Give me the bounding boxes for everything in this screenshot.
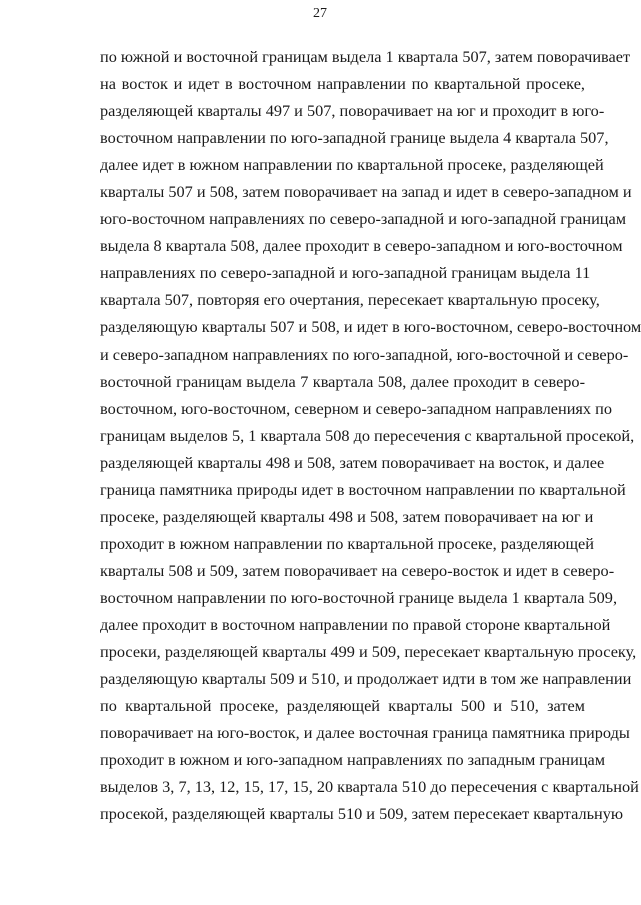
text-line: границам выделов 5, 1 квартала 508 до пересечения с квартальной просекой, [100, 425, 635, 445]
text-line: юго-восточном направлениях по северо-западной и юго-западной границам [100, 209, 627, 229]
text-line: кварталы 508 и 509, затем поворачивает на северо-восток и идет в северо- [100, 560, 615, 580]
text-line: граница памятника природы идет в восточном направлении по квартальной [100, 479, 626, 499]
text-line: проходит в южном и юго-западном направлениях по западным границам [100, 750, 606, 770]
text-line: далее проходит в восточном направлении по правой стороне квартальной [100, 614, 611, 634]
text-line: по южной и восточной границам выдела 1 квартала 507, затем поворачивает [100, 47, 631, 66]
page-number: 27 [313, 6, 327, 21]
text-line: восточном, юго-восточном, северном и северо-западном направлениях по [100, 398, 612, 418]
text-line: далее идет в южном направлении по квартальной просеке, разделяющей [100, 155, 604, 175]
text-line: разделяющую кварталы 507 и 508, и идет в юго-восточном, северо-восточном [100, 317, 641, 337]
text-line: разделяющей кварталы 497 и 507, поворачивает на юг и проходит в юго- [100, 101, 605, 121]
text-line: поворачивает на юго-восток, и далее восточная граница памятника природы [100, 723, 630, 743]
text-line: разделяющей кварталы 498 и 508, затем поворачивает на восток, и далее [100, 452, 605, 472]
text-line: просекой, разделяющей кварталы 510 и 509, затем пересекает квартальную [100, 804, 624, 824]
text-line: по квартальной просеке, разделяющей кварталы 500 и 510, затем [100, 696, 585, 716]
text-line: просеке, разделяющей кварталы 498 и 508, затем поворачивает на юг и [100, 506, 594, 526]
text-line: выдела 8 квартала 508, далее проходит в северо-западном и юго-восточном [100, 236, 623, 256]
text-line: разделяющую кварталы 509 и 510, и продолжает идти в том же направлении [100, 669, 632, 689]
text-line: на восток и идет в восточном направлении по квартальной просеке, [100, 74, 585, 94]
text-line: восточной границам выдела 7 квартала 508, далее проходит в северо- [100, 371, 585, 391]
text-line: восточном направлении по юго-западной границе выдела 4 квартала 507, [100, 128, 609, 148]
text-line: кварталы 507 и 508, затем поворачивает на запад и идет в северо-западном и [100, 182, 632, 202]
text-line: выделов 3, 7, 13, 12, 15, 17, 15, 20 квартала 510 до пересечения с квартальной [100, 777, 639, 797]
text-line: просеки, разделяющей кварталы 499 и 509, пересекает квартальную просеку, [100, 642, 637, 662]
text-line: проходит в южном направлении по квартальной просеке, разделяющей [100, 533, 595, 553]
text-line: направлениях по северо-западной и юго-западной границам выдела 11 [100, 263, 591, 283]
text-line: квартала 507, повторяя его очертания, пересекает квартальную просеку, [100, 290, 600, 310]
text-line: и северо-западном направлениях по юго-западной, юго-восточной и северо- [100, 344, 629, 364]
body-text [100, 43, 641, 827]
text-line: восточном направлении по юго-восточной границе выдела 1 квартала 509, [100, 587, 618, 607]
